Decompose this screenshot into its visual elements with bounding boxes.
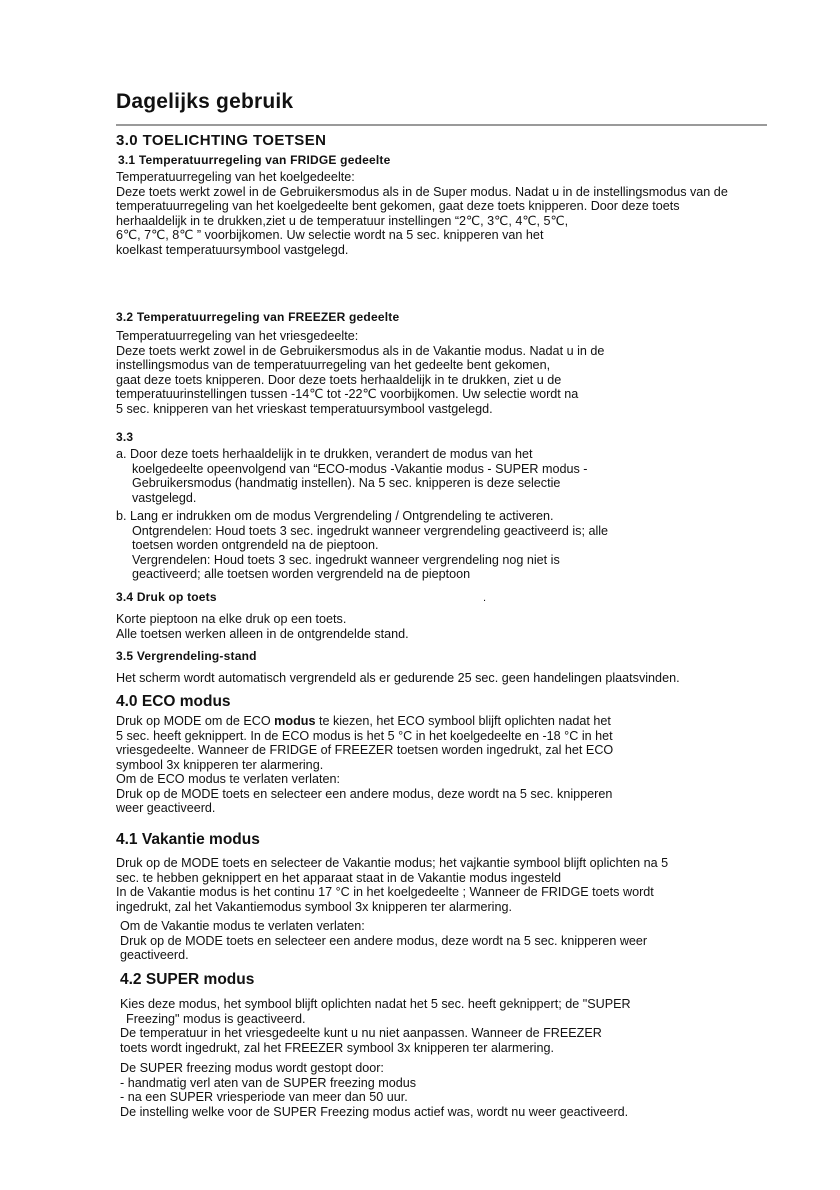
text-line	[116, 714, 613, 729]
text-line: instellingsmodus van de temperatuurregeling van het gedeelte bent gekomen,	[116, 358, 551, 372]
text-line: Deze toets werkt zowel in de Gebruikersmodus als in de Super modus. Nadat u in de instellingsmodus van de	[116, 184, 728, 199]
section-4-0-heading: 4.0 ECO modus	[116, 693, 231, 710]
section-4-2-body	[120, 997, 631, 1055]
text-line: temperatuurregeling van het koelgedeelte bent gekomen, gaat deze toets knipperen. Door deze toets	[116, 199, 680, 213]
section-3-4-body	[116, 612, 409, 641]
text-line: toets wordt ingedrukt, zal het FREEZER symbool 3x knipperen ter alarmering.	[120, 1040, 554, 1055]
text-line: - na een SUPER vriesperiode van meer dan 50 uur.	[120, 1090, 408, 1104]
text-span: te kiezen, het ECO symbool blijft oplichten nadat het	[315, 714, 611, 728]
section-3-4-heading: 3.4 Druk op toets	[116, 590, 217, 604]
text-line: geactiveerd; alle toetsen worden vergrendeld na de pieptoon	[132, 567, 471, 581]
text-line: Druk op de MODE toets en selecteer de Vakantie modus; het vajkantie symbool blijft oplichten na 5	[116, 856, 669, 870]
text-bold: modus	[274, 714, 316, 728]
text-line: sec. te hebben geknippert en het apparaat staat in de Vakantie modus ingesteld	[116, 870, 562, 885]
section-3-5-heading: 3.5 Vergrendeling-stand	[116, 649, 257, 663]
text-line: Kies deze modus, het symbool blijft oplichten nadat het 5 sec. heeft geknippert; de "SUPER	[120, 997, 631, 1011]
section-4-1-exit	[120, 919, 647, 963]
section-3-3b-body	[116, 509, 608, 582]
section-4-2-stop	[120, 1061, 628, 1119]
text-line: Druk op de MODE toets en selecteer een andere modus, deze wordt na 5 sec. knipperen weer	[120, 933, 648, 948]
text-line: toetsen worden ontgrendeld na de pieptoon.	[132, 538, 379, 552]
text-line: Het scherm wordt automatisch vergrendeld als er gedurende 25 sec. geen handelingen plaatsvinden.	[116, 671, 680, 685]
section-3-3a-body	[116, 447, 587, 505]
text-line: - handmatig verl aten van de SUPER freezing modus	[120, 1075, 417, 1090]
section-3-3-heading: 3.3	[116, 430, 134, 444]
section-3-0-heading: 3.0 TOELICHTING TOETSEN	[116, 132, 327, 149]
text-line: koelgedeelte opeenvolgend van “ECO-modus -Vakantie modus - SUPER modus -	[132, 461, 588, 476]
text-line: Alle toetsen werken alleen in de ontgrendelde stand.	[116, 626, 409, 641]
text-line: Temperatuurregeling van het vriesgedeelte:	[116, 329, 359, 343]
section-3-5-body	[116, 671, 680, 686]
section-4-1-heading: 4.1 Vakantie modus	[116, 831, 260, 848]
text-line: Om de ECO modus te verlaten verlaten:	[116, 772, 340, 786]
text-line: De SUPER freezing modus wordt gestopt door:	[120, 1061, 384, 1075]
text-line: Freezing" modus is geactiveerd.	[126, 1011, 306, 1026]
section-4-2-heading: 4.2 SUPER modus	[120, 971, 255, 988]
text-line: koelkast temperatuursymbool vastgelegd.	[116, 242, 349, 257]
text-line: 5 sec. heeft geknippert. In de ECO modus is het 5 °C in het koelgedeelte en -18 °C in het	[116, 728, 613, 743]
page-title: Dagelijks gebruik	[116, 90, 294, 113]
text-line: In de Vakantie modus is het continu 17 °C in het koelgedeelte ; Wanneer de FRIDGE toets wordt	[116, 885, 654, 899]
section-3-2-body	[116, 329, 604, 416]
title-divider	[116, 124, 767, 126]
section-3-1-body	[116, 170, 728, 257]
text-line: symbool 3x knipperen ter alarmering.	[116, 757, 324, 772]
section-3-2-heading: 3.2 Temperatuurregeling van FREEZER gedeelte	[116, 310, 400, 324]
text-line: geactiveerd.	[120, 948, 189, 962]
text-line: ingedrukt, zal het Vakantiemodus symbool 3x knipperen ter alarmering.	[116, 899, 512, 914]
text-line: Deze toets werkt zowel in de Gebruikersmodus als in de Vakantie modus. Nadat u in de	[116, 343, 605, 358]
text-line: weer geactiveerd.	[116, 801, 216, 815]
text-line: temperatuurinstellingen tussen -14℃ tot -22℃ voorbijkomen. Uw selectie wordt na	[116, 387, 579, 401]
text-line: Druk op de MODE toets en selecteer een andere modus, deze wordt na 5 sec. knipperen	[116, 786, 613, 801]
text-line: herhaaldelijk in te drukken,ziet u de temperatuur instellingen “2℃, 3℃, 4℃, 5℃,	[116, 213, 569, 228]
text-line: Ontgrendelen: Houd toets 3 sec. ingedrukt wanneer vergrendeling geactiveerd is; alle	[132, 523, 609, 538]
stray-mark: .	[483, 592, 487, 604]
section-3-1-heading: 3.1 Temperatuurregeling van FRIDGE gedeelte	[118, 153, 391, 167]
text-line: Vergrendelen: Houd toets 3 sec. ingedrukt wanneer vergrendeling nog niet is	[132, 552, 560, 567]
text-line: Gebruikersmodus (handmatig instellen). Na 5 sec. knipperen is deze selectie	[132, 476, 561, 490]
text-line: Om de Vakantie modus te verlaten verlaten:	[120, 919, 365, 933]
text-line: a. Door deze toets herhaaldelijk in te drukken, verandert de modus van het	[116, 447, 533, 461]
text-line: Temperatuurregeling van het koelgedeelte:	[116, 170, 355, 184]
text-line: De instelling welke voor de SUPER Freezing modus actief was, wordt nu weer geactiveerd.	[120, 1104, 629, 1119]
text-line: 5 sec. knipperen van het vrieskast temperatuursymbool vastgelegd.	[116, 401, 493, 416]
section-4-1-body	[116, 856, 668, 914]
text-line: b. Lang er indrukken om de modus Vergrendeling / Ontgrendeling te activeren.	[116, 509, 554, 523]
text-line: vastgelegd.	[132, 490, 197, 505]
text-line: Korte pieptoon na elke druk op een toets.	[116, 612, 347, 626]
section-4-0-body	[116, 714, 613, 816]
text-line: gaat deze toets knipperen. Door deze toets herhaaldelijk in te drukken, ziet u de	[116, 372, 562, 387]
text-line: 6℃, 7℃, 8℃ ” voorbijkomen. Uw selectie wordt na 5 sec. knipperen van het	[116, 228, 544, 242]
text-line: De temperatuur in het vriesgedeelte kunt u nu niet aanpassen. Wanneer de FREEZER	[120, 1026, 602, 1040]
text-span: Druk op MODE om de ECO	[116, 714, 275, 728]
text-line: vriesgedeelte. Wanneer de FRIDGE of FREEZER toetsen worden ingedrukt, zal het ECO	[116, 743, 614, 757]
